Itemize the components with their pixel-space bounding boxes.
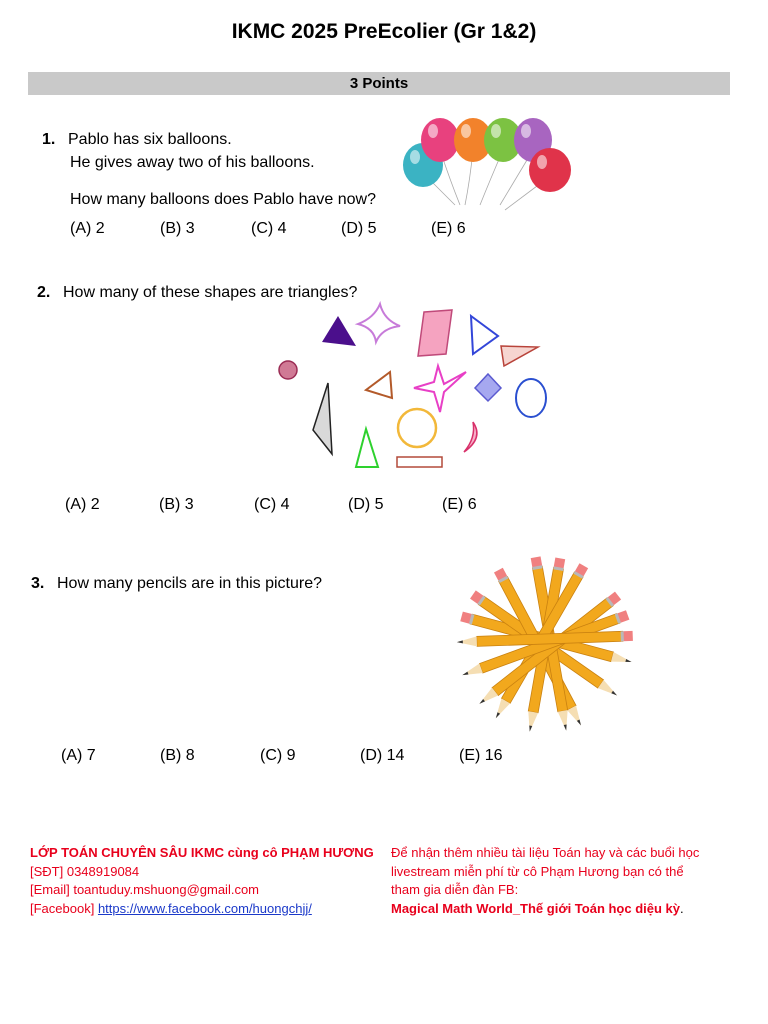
option-d[interactable]: (D) 5 [341,220,377,237]
question-3 [31,572,322,595]
star-shape [414,366,466,412]
option-c[interactable]: (C) 9 [260,747,296,764]
section-header: 3 Points [28,72,730,95]
balloons-image [395,110,595,250]
question-1 [42,128,376,211]
question-text: How many of these shapes are triangles? [63,284,358,301]
footer-contact [30,844,380,918]
balloon [529,148,571,192]
period: . [680,900,684,916]
option-a[interactable]: (A) 2 [70,220,105,237]
question-number: 1. [42,131,56,148]
option-c[interactable]: (C) 4 [254,496,290,513]
triangle-shape [313,383,332,454]
option-d[interactable]: (D) 5 [348,496,384,513]
ellipse-shape [516,379,546,417]
facebook-label: [Facebook] [30,900,98,916]
info-line: Để nhận thêm nhiều tài liệu Toán hay và các buổi học [391,845,700,860]
email-address: [Email] toantuduy.mshuong@gmail.com [30,882,260,897]
triangle-shape [356,429,378,467]
option-e[interactable]: (E) 6 [442,496,477,513]
class-heading: LỚP TOÁN CHUYÊN SÂU IKMC cùng cô PHẠM HƯƠNG [30,845,374,860]
circle-shape [279,361,297,379]
info-line: livestream miễn phí từ cô Phạm Hương bạn có thể [391,863,684,879]
option-b[interactable]: (B) 3 [159,496,194,513]
triangle-shape [366,372,392,398]
pencils-image [445,545,645,745]
crescent-shape [464,422,477,452]
triangle-shape [322,316,356,346]
question-text: How many pencils are in this picture? [57,575,323,592]
balloon [421,118,459,162]
page-title: IKMC 2025 PreEcolier (Gr 1&2) [231,20,537,43]
rhombus-shape [475,374,501,401]
question-text: How many balloons does Pablo have now? [70,191,376,208]
shapes-image [270,300,560,480]
question-text: Pablo has six balloons. [68,131,232,148]
triangle-shape [501,346,538,366]
parallelogram-shape [418,310,452,356]
option-a[interactable]: (A) 7 [61,747,96,764]
question-number: 2. [37,284,51,301]
circle-shape [398,409,436,447]
option-c[interactable]: (C) 4 [251,220,287,237]
info-line: tham gia diễn đàn FB: [391,882,519,897]
rectangle-shape [397,457,442,467]
question-text: He gives away two of his balloons. [70,154,315,171]
option-e[interactable]: (E) 6 [431,220,466,237]
question-number: 3. [31,575,45,592]
option-b[interactable]: (B) 3 [160,220,195,237]
phone-number: [SĐT] 0348919084 [30,863,140,879]
fb-group-name: Magical Math World_Thế giới Toán học diệu kỳ [391,900,681,916]
option-b[interactable]: (B) 8 [160,747,195,764]
footer-info [391,844,741,918]
facebook-link[interactable]: https://www.facebook.com/huongchjj/ [97,900,312,916]
option-e[interactable]: (E) 16 [459,747,503,764]
triangle-shape [471,316,498,354]
option-d[interactable]: (D) 14 [360,747,405,764]
star-shape [358,304,400,342]
option-a[interactable]: (A) 2 [65,496,100,513]
